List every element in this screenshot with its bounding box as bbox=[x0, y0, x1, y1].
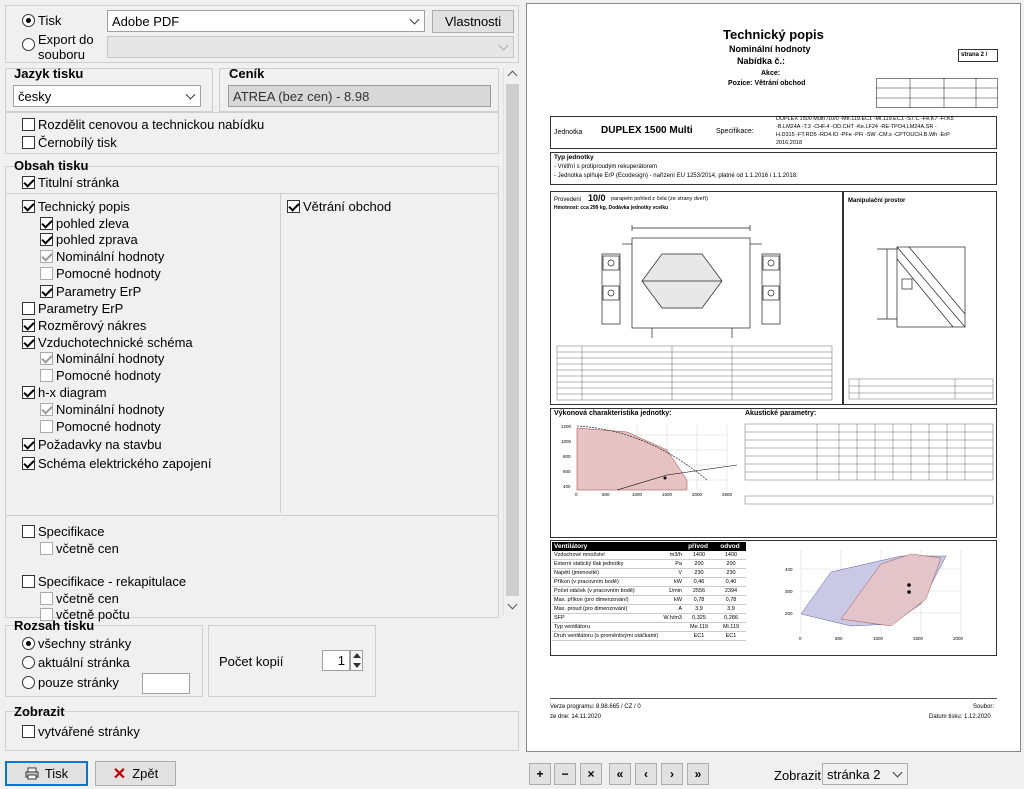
table-cell: Pa bbox=[675, 561, 682, 567]
range-all-label: všechny stránky bbox=[38, 636, 132, 651]
page-select-value: stránka 2 bbox=[827, 766, 881, 782]
preview-print-date: Datum tisku: 1.12.2020 bbox=[929, 714, 991, 720]
table-cell: 0,286 bbox=[724, 615, 738, 621]
preview-file: Soubor: bbox=[973, 704, 995, 710]
incl-prices-checkbox[interactable] bbox=[40, 541, 119, 556]
aux-values2-label: Pomocné hodnoty bbox=[56, 368, 161, 383]
table-cell: EC1 bbox=[693, 633, 705, 639]
created-pages-checkbox[interactable] bbox=[22, 724, 140, 739]
table-cell: 1400 bbox=[692, 552, 706, 558]
air-scheme-label: Vzduchotechnické schéma bbox=[38, 335, 193, 350]
svg-text:400: 400 bbox=[563, 484, 571, 489]
svg-text:1500: 1500 bbox=[662, 492, 673, 497]
incl-prices-label: včetně cen bbox=[56, 541, 119, 556]
table-cell: Externí statický tlak jednotky bbox=[554, 561, 624, 567]
preview-unit-label: Jednotka bbox=[554, 129, 583, 136]
language-header: Jazyk tisku bbox=[14, 66, 84, 81]
svg-text:0: 0 bbox=[799, 636, 802, 641]
copies-input[interactable] bbox=[322, 650, 350, 671]
preview-header-grid bbox=[876, 78, 998, 108]
content-divider bbox=[6, 193, 498, 194]
table-cell: Me.119 bbox=[690, 624, 708, 630]
preview-fan-chart-title: Výkonová charakteristika jednotky: bbox=[554, 410, 672, 417]
next-page-button[interactable] bbox=[661, 763, 683, 785]
language-select-value: česky bbox=[18, 88, 52, 104]
fan-characteristic-chart bbox=[557, 420, 743, 535]
title-page-label: Titulní stránka bbox=[38, 175, 120, 190]
dim-drawing-checkbox[interactable] bbox=[22, 318, 146, 333]
preview-spec-code4: 2016,2018 bbox=[776, 140, 802, 146]
svg-text:300: 300 bbox=[785, 589, 793, 594]
incl-prices-box[interactable] bbox=[40, 542, 53, 555]
svg-text:800: 800 bbox=[563, 454, 571, 459]
svg-text:1500: 1500 bbox=[913, 636, 924, 641]
preview-weight: Hmotnost: cca 299 kg, Dodávka jednotky vcelku bbox=[554, 205, 669, 211]
preview-footer-line bbox=[550, 698, 997, 699]
preview-type-header: Typ jednotky bbox=[554, 154, 594, 161]
nominal-values-label: Nominální hodnoty bbox=[56, 249, 165, 264]
requirements-label: Požadavky na stavbu bbox=[38, 437, 162, 452]
last-page-button[interactable] bbox=[687, 763, 709, 785]
aux-values-box[interactable] bbox=[40, 267, 53, 280]
table-cell: 3,9 bbox=[695, 606, 703, 612]
table-cell: 0,46 bbox=[693, 579, 705, 585]
table-row bbox=[552, 551, 746, 560]
view-right-label: pohled zprava bbox=[56, 232, 138, 247]
table-row bbox=[552, 569, 746, 578]
nominal-values3-label: Nominální hodnoty bbox=[56, 402, 165, 417]
table-cell: 3,9 bbox=[727, 606, 735, 612]
export-radio-dot[interactable] bbox=[22, 38, 35, 51]
svg-text:2500: 2500 bbox=[722, 492, 733, 497]
erp-params-checkbox[interactable] bbox=[40, 284, 141, 299]
table-cell: Typ ventilátoru bbox=[554, 624, 590, 630]
table-row bbox=[552, 596, 746, 605]
table-cell: 200 bbox=[694, 561, 704, 567]
table-cell: Napětí (jmenovité) bbox=[554, 570, 599, 576]
svg-text:600: 600 bbox=[563, 469, 571, 474]
range-current-label: aktuální stránka bbox=[38, 655, 130, 670]
aux-values2-box[interactable] bbox=[40, 369, 53, 382]
bw-print-label: Černobílý tisk bbox=[38, 135, 117, 150]
table-cell: V bbox=[678, 570, 682, 576]
preview-acoustic-title: Akustické parametry: bbox=[745, 410, 817, 417]
aux-values3-checkbox[interactable] bbox=[40, 419, 161, 434]
prev-page-icon: ‹ bbox=[644, 767, 648, 781]
preview-version: Verze programu: 8.98.665 / CZ / 0 bbox=[550, 704, 641, 710]
incl-prices2-checkbox[interactable] bbox=[40, 591, 119, 606]
content-divider2 bbox=[6, 515, 498, 516]
acoustic-table bbox=[745, 418, 993, 508]
range-only-radio[interactable] bbox=[22, 675, 119, 690]
table-row bbox=[552, 587, 746, 596]
requirements-box[interactable] bbox=[22, 438, 35, 451]
svg-text:1000: 1000 bbox=[632, 492, 643, 497]
first-page-icon: « bbox=[616, 767, 624, 781]
svg-text:1000: 1000 bbox=[561, 439, 572, 444]
preview-action: Akce: bbox=[761, 70, 781, 77]
zoom-in-button[interactable] bbox=[529, 763, 551, 785]
split-offer-checkbox[interactable] bbox=[22, 117, 264, 132]
split-offer-label: Rozdělit cenovou a technickou nabídku bbox=[38, 117, 265, 132]
next-page-icon: › bbox=[670, 767, 674, 781]
svg-text:2000: 2000 bbox=[953, 636, 964, 641]
table-cell: 0,78 bbox=[693, 597, 705, 603]
pricelist-select[interactable] bbox=[228, 85, 491, 107]
table-row bbox=[552, 614, 746, 623]
properties-button[interactable] bbox=[432, 10, 514, 33]
erp-params2-label: Parametry ErP bbox=[38, 301, 124, 316]
svg-text:0: 0 bbox=[575, 492, 578, 497]
preview-type-line2: - Jednotka splňuje ErP (Ecodesign) - nařízení EU 1253/2014, platné od 1.1.2016 i 1.1.2018. bbox=[554, 173, 798, 179]
incl-count-clip bbox=[40, 607, 160, 622]
language-select[interactable] bbox=[13, 85, 201, 107]
view-left-label: pohled zleva bbox=[56, 216, 129, 231]
copies-spinner[interactable] bbox=[350, 650, 363, 671]
export-radio[interactable] bbox=[22, 32, 100, 62]
electrical-checkbox[interactable] bbox=[22, 456, 211, 471]
incl-count-label: včetně počtu bbox=[56, 607, 130, 622]
preview-handling-title: Manipulační prostor bbox=[848, 198, 906, 204]
table-cell: Mi.119 bbox=[722, 624, 740, 630]
table-row bbox=[552, 605, 746, 614]
preview-fans-supply: přívod bbox=[688, 543, 708, 550]
preview-subtitle: Nominální hodnoty bbox=[729, 44, 811, 54]
table-cell: 200 bbox=[726, 561, 736, 567]
display-header: Zobrazit bbox=[14, 704, 65, 719]
preview-spec-code2: -B.LM24A -T.3 -CHF.4 -OD.CHT -Ke.LF24 -RE-TPO4.LM24A.SR - bbox=[776, 124, 937, 130]
table-cell: Vzduchové množství bbox=[554, 552, 605, 558]
title-page-checkbox[interactable] bbox=[22, 175, 119, 190]
first-page-button[interactable] bbox=[609, 763, 631, 785]
scroll-up-icon[interactable] bbox=[508, 71, 518, 81]
nominal-values-box[interactable] bbox=[40, 250, 53, 263]
preview-date-of: ze dne: 14.11.2020 bbox=[550, 714, 601, 720]
prev-page-button[interactable] bbox=[635, 763, 657, 785]
erp-params2-checkbox[interactable] bbox=[22, 301, 123, 316]
preview-fans-header: Ventilátory bbox=[554, 543, 588, 550]
zoom-out-icon: − bbox=[561, 767, 569, 781]
nominal-values-checkbox[interactable] bbox=[40, 249, 164, 264]
print-button-label: Tisk bbox=[44, 766, 69, 781]
table-cell: Počet otáček (v pracovním bodě) bbox=[554, 588, 635, 594]
table-cell: W.h/m3 bbox=[663, 615, 682, 621]
range-all-dot[interactable] bbox=[22, 637, 35, 650]
preview-title: Technický popis bbox=[723, 27, 824, 42]
erp-params-box[interactable] bbox=[40, 285, 53, 298]
view-right-checkbox[interactable] bbox=[40, 232, 138, 247]
range-current-radio[interactable] bbox=[22, 655, 130, 670]
table-cell: Druh ventilátoru (s proměnlivými otáčkami) bbox=[554, 633, 659, 639]
close-preview-button[interactable] bbox=[580, 763, 602, 785]
electrical-box[interactable] bbox=[22, 457, 35, 470]
electrical-label: Schéma elektrického zapojení bbox=[38, 456, 212, 471]
svg-text:2000: 2000 bbox=[692, 492, 703, 497]
preview-design-value: 10/0 bbox=[588, 193, 606, 203]
table-row bbox=[552, 578, 746, 587]
spec-label: Specifikace bbox=[38, 524, 105, 539]
view-left-checkbox[interactable] bbox=[40, 216, 129, 231]
fan-operating-chart bbox=[771, 544, 993, 654]
preview-spec-code1: DUPLEX 1500 Multi /10/0 -Me.119.EC1 -Mi.119.EC1 -S7.C -Fe.K7 -Fi.K5 bbox=[776, 116, 954, 122]
page-select[interactable] bbox=[822, 763, 908, 785]
pricelist-select-value: ATREA (bez cen) - 8.98 bbox=[233, 88, 370, 104]
range-only-label: pouze stránky bbox=[38, 675, 119, 690]
table-cell: 2556 bbox=[692, 588, 706, 594]
preview-type-line1: - Vnitřní s protiproudým rekuperátorem bbox=[554, 164, 658, 170]
dim-drawing-label: Rozměrový nákres bbox=[38, 318, 147, 333]
scroll-down-icon[interactable] bbox=[508, 600, 518, 610]
aux-values3-box[interactable] bbox=[40, 420, 53, 433]
pricelist-header: Ceník bbox=[229, 66, 265, 81]
range-all-radio[interactable] bbox=[22, 636, 131, 651]
table-cell: kW bbox=[674, 579, 682, 585]
print-radio[interactable] bbox=[22, 13, 61, 28]
print-button[interactable] bbox=[5, 761, 88, 786]
spin-up-icon[interactable] bbox=[353, 653, 361, 658]
table-cell: SFP bbox=[554, 615, 565, 621]
view-right-box[interactable] bbox=[40, 233, 53, 246]
print-preview-page bbox=[526, 3, 1021, 752]
title-page-box[interactable] bbox=[22, 176, 35, 189]
erp-params2-box[interactable] bbox=[22, 302, 35, 315]
svg-text:500: 500 bbox=[835, 636, 843, 641]
close-icon: × bbox=[587, 767, 595, 781]
settings-scrollbar[interactable] bbox=[503, 68, 520, 616]
bw-print-checkbox[interactable] bbox=[22, 135, 117, 150]
scroll-thumb[interactable] bbox=[506, 84, 519, 596]
table-cell: 1400 bbox=[724, 552, 738, 558]
aux-values2-checkbox[interactable] bbox=[40, 368, 161, 383]
zoom-out-button[interactable] bbox=[554, 763, 576, 785]
table-cell: 0,325 bbox=[692, 615, 706, 621]
table-cell: Příkon (v pracovním bodě) bbox=[554, 579, 619, 585]
table-cell: 1/min bbox=[668, 588, 682, 594]
preview-page-number: strana 2 / bbox=[961, 52, 988, 58]
content-vdivider bbox=[280, 193, 281, 513]
room-box[interactable] bbox=[287, 200, 300, 213]
spec-box[interactable] bbox=[22, 525, 35, 538]
printer-select[interactable] bbox=[107, 10, 425, 32]
room-checkbox[interactable] bbox=[287, 199, 391, 214]
back-button[interactable] bbox=[95, 761, 176, 786]
spec-recap-checkbox[interactable] bbox=[22, 574, 186, 589]
nominal-values2-checkbox[interactable] bbox=[40, 351, 164, 366]
table-cell: 2394 bbox=[724, 588, 738, 594]
aux-values-label: Pomocné hodnoty bbox=[56, 266, 161, 281]
preview-fans-table bbox=[552, 542, 746, 641]
spec-checkbox[interactable] bbox=[22, 524, 104, 539]
dim-drawing-box[interactable] bbox=[22, 319, 35, 332]
created-pages-box[interactable] bbox=[22, 725, 35, 738]
chevron-down-icon bbox=[410, 15, 420, 25]
handling-space-drawing bbox=[847, 209, 995, 403]
tech-desc-checkbox[interactable] bbox=[22, 199, 130, 214]
svg-text:400: 400 bbox=[785, 567, 793, 572]
export-radio-label: Export do souboru bbox=[38, 32, 94, 62]
svg-text:500: 500 bbox=[602, 492, 610, 497]
table-row bbox=[552, 632, 746, 641]
preview-design-label: Provedení bbox=[554, 197, 582, 203]
aux-values-checkbox[interactable] bbox=[40, 266, 161, 281]
bw-print-box[interactable] bbox=[22, 136, 35, 149]
spec-recap-box[interactable] bbox=[22, 575, 35, 588]
table-cell: 230 bbox=[726, 570, 736, 576]
range-current-dot[interactable] bbox=[22, 656, 35, 669]
nominal-values2-box[interactable] bbox=[40, 352, 53, 365]
print-radio-label: Tisk bbox=[38, 13, 62, 28]
table-cell: kW bbox=[674, 597, 682, 603]
split-offer-box[interactable] bbox=[22, 118, 35, 131]
export-file-select[interactable] bbox=[107, 36, 514, 58]
table-cell: 230 bbox=[694, 570, 704, 576]
room-label: Větrání obchod bbox=[303, 199, 392, 214]
svg-text:1200: 1200 bbox=[561, 424, 572, 429]
range-only-dot[interactable] bbox=[22, 676, 35, 689]
hx-diagram-label: h-x diagram bbox=[38, 385, 107, 400]
table-cell: Max. proud (pro dimenzování) bbox=[554, 606, 628, 612]
unit-technical-drawing bbox=[552, 216, 841, 402]
preview-spec-code3: H.D315 -FT.RD5 -RD4.IO -PFe -PFi -SW -CM.s -CPTOUCH.B.Wh -ErP bbox=[776, 132, 950, 138]
tech-desc-label: Technický popis bbox=[38, 199, 130, 214]
aux-values3-label: Pomocné hodnoty bbox=[56, 419, 161, 434]
table-cell: A bbox=[678, 606, 682, 612]
nominal-values3-box[interactable] bbox=[40, 403, 53, 416]
preview-fans-exhaust: odvod bbox=[720, 543, 740, 550]
table-cell: 0,40 bbox=[725, 579, 737, 585]
preview-position: Pozice: Větrání obchod bbox=[728, 80, 806, 87]
created-pages-label: vytvářené stránky bbox=[38, 724, 140, 739]
svg-text:200: 200 bbox=[785, 611, 793, 616]
range-pages-input[interactable] bbox=[142, 673, 190, 694]
chevron-down-icon bbox=[186, 90, 196, 100]
svg-text:1000: 1000 bbox=[873, 636, 884, 641]
last-page-icon: » bbox=[694, 767, 702, 781]
table-cell: Max. příkon (pro dimenzování) bbox=[554, 597, 629, 603]
nominal-values2-label: Nominální hodnoty bbox=[56, 351, 165, 366]
erp-params-label: Parametry ErP bbox=[56, 284, 142, 299]
preview-offer: Nabídka č.: bbox=[737, 56, 786, 66]
range-header: Rozsah tisku bbox=[14, 618, 95, 633]
air-scheme-box[interactable] bbox=[22, 336, 35, 349]
incl-prices2-box[interactable] bbox=[40, 592, 53, 605]
zoom-in-icon: + bbox=[536, 767, 544, 781]
close-icon: ✕ bbox=[112, 765, 127, 783]
spec-recap-label: Specifikace - rekapitulace bbox=[38, 574, 187, 589]
preview-spec-label: Specifikace: bbox=[716, 128, 754, 135]
show-label: Zobrazit bbox=[774, 768, 821, 783]
table-row bbox=[552, 623, 746, 632]
chevron-down-icon bbox=[893, 768, 903, 778]
requirements-checkbox[interactable] bbox=[22, 437, 162, 452]
hx-diagram-checkbox[interactable] bbox=[22, 385, 107, 400]
print-radio-dot[interactable] bbox=[22, 14, 35, 27]
content-header: Obsah tisku bbox=[14, 158, 89, 173]
nominal-values3-checkbox[interactable] bbox=[40, 402, 164, 417]
air-scheme-checkbox[interactable] bbox=[22, 335, 193, 350]
printer-icon bbox=[25, 767, 39, 780]
tech-desc-box[interactable] bbox=[22, 200, 35, 213]
spin-down-icon[interactable] bbox=[353, 663, 361, 668]
preview-unit-name: DUPLEX 1500 Multi bbox=[601, 125, 693, 136]
hx-diagram-box[interactable] bbox=[22, 386, 35, 399]
copies-value: 1 bbox=[337, 653, 345, 668]
back-button-label: Zpět bbox=[132, 766, 159, 781]
chevron-down-icon bbox=[499, 41, 509, 51]
preview-design-desc: parapetn pohled z čela (ze strany dveří) bbox=[611, 196, 708, 202]
table-cell: EC1 bbox=[725, 633, 737, 639]
preview-fans-rows bbox=[552, 551, 746, 641]
table-row bbox=[552, 560, 746, 569]
incl-prices2-label: včetně cen bbox=[56, 591, 119, 606]
printer-select-value: Adobe PDF bbox=[112, 13, 180, 29]
table-cell: 0,78 bbox=[725, 597, 737, 603]
properties-button-label: Vlastnosti bbox=[444, 14, 502, 29]
copies-label: Počet kopií bbox=[219, 654, 284, 669]
table-cell: m3/h bbox=[669, 552, 682, 558]
view-left-box[interactable] bbox=[40, 217, 53, 230]
